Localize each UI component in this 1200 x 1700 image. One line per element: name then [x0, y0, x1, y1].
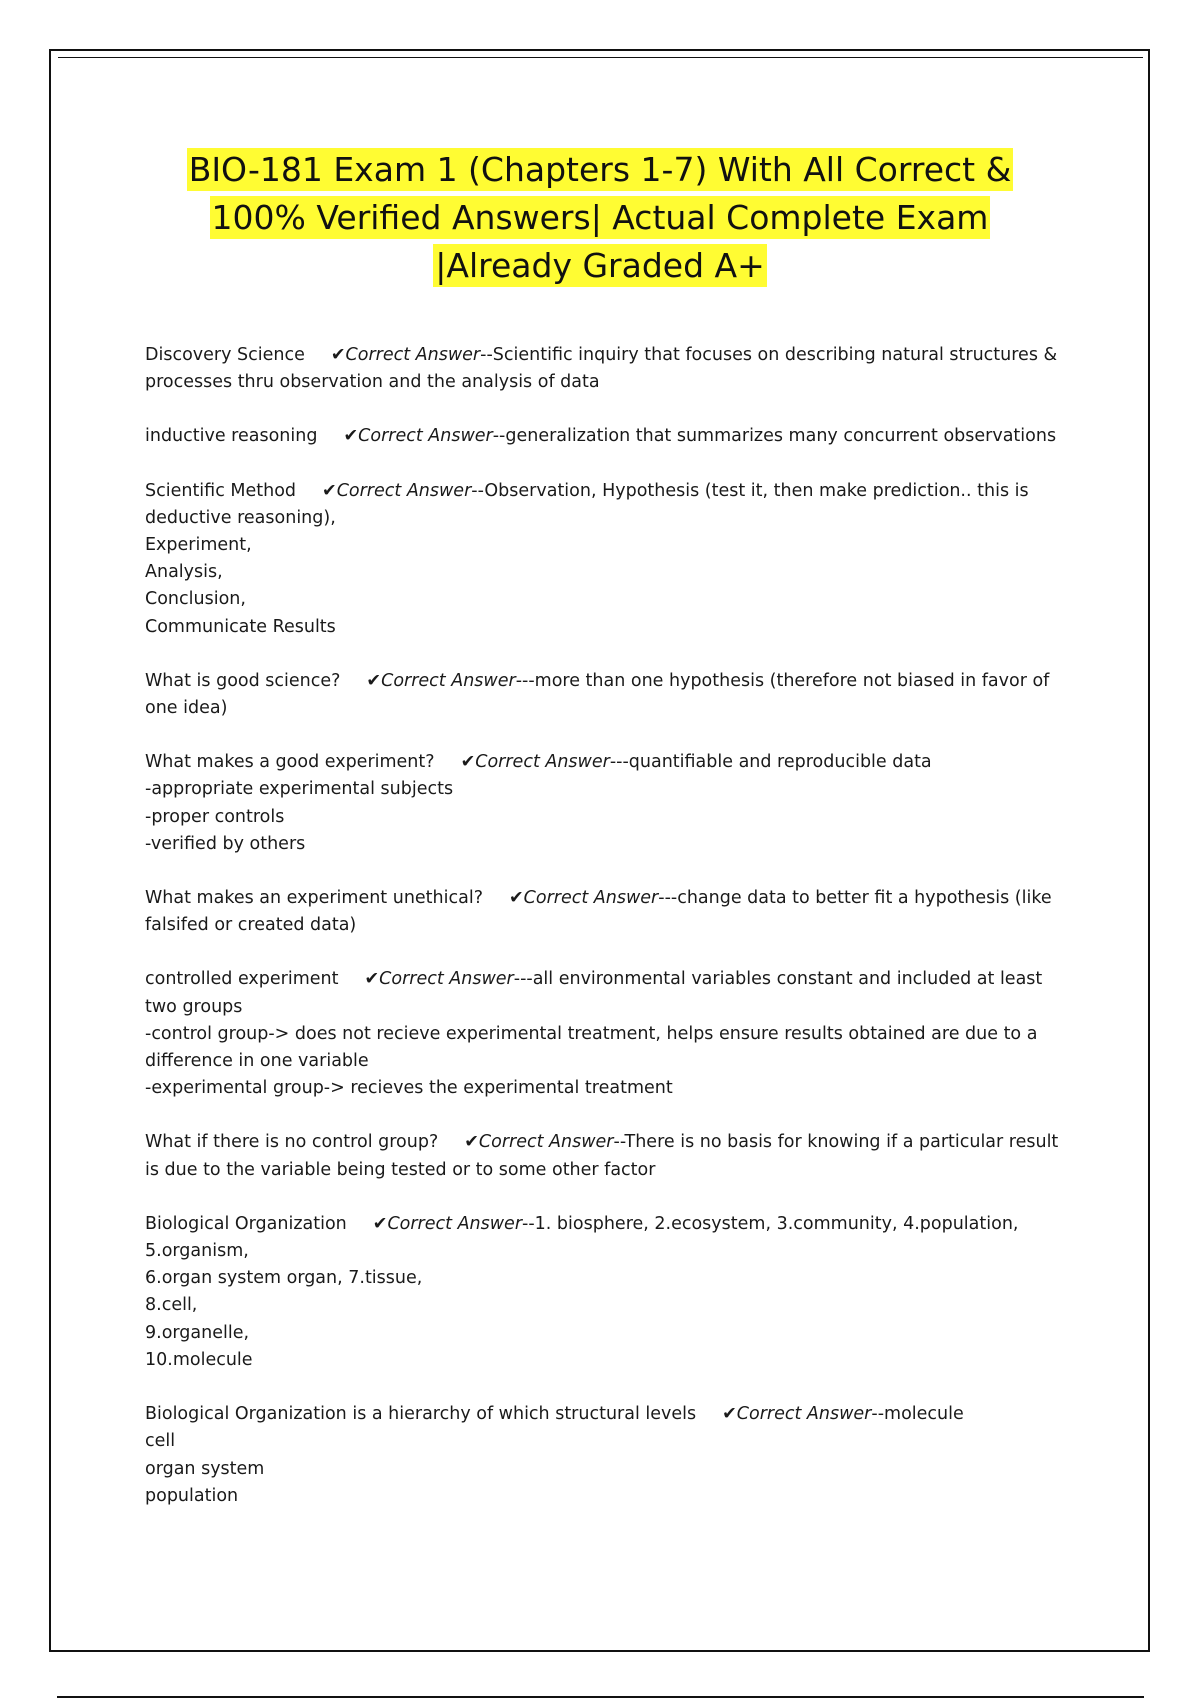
qa-answer: more than one hypothesis (therefore not biased in favor of one idea) [145, 670, 1050, 719]
qa-term: What makes a good experiment? [145, 752, 435, 773]
qa-item-3 [145, 478, 1065, 641]
qa-answer: There is no basis for knowing if a particular result is due to the variable being tested or to some other factor [145, 1132, 1059, 1180]
qa-term: Biological Organization [145, 1213, 347, 1234]
qa-item-4 [145, 668, 1065, 722]
top-rule [58, 57, 1143, 58]
correct-answer-label: Correct Answer [387, 1213, 523, 1234]
qa-answer: 1. biosphere, 2.ecosystem, 3.community, 4.population, 5.organism, 6.organ system organ, 7.tissue, 8.cell, 9.organelle, 10.molecule [145, 1213, 1019, 1370]
qa-separator: -- [492, 426, 506, 447]
check-icon: ✔ [372, 1213, 388, 1234]
qa-item-5 [145, 749, 1065, 858]
qa-separator: --- [658, 888, 678, 909]
qa-item-9 [145, 1211, 1065, 1374]
qa-term: inductive reasoning [145, 426, 318, 447]
document-title [140, 146, 1060, 290]
bottom-rule [57, 1696, 1144, 1698]
qa-separator: -- [613, 1132, 625, 1153]
qa-term: What if there is no control group? [145, 1132, 439, 1153]
correct-answer-label: Correct Answer [379, 969, 514, 990]
correct-answer-label: Correct Answer [475, 752, 610, 773]
correct-answer-label: Correct Answer [523, 888, 659, 909]
check-icon: ✔ [322, 480, 337, 501]
check-icon: ✔ [464, 1132, 479, 1153]
qa-separator: -- [871, 1404, 885, 1425]
correct-answer-label: Correct Answer [736, 1404, 872, 1425]
qa-separator: --- [609, 752, 629, 773]
qa-separator: -- [522, 1213, 535, 1234]
qa-answer: change data to better fit a hypothesis (like falsifed or created data) [145, 888, 1052, 936]
qa-separator: --- [513, 969, 533, 990]
check-icon: ✔ [460, 752, 476, 773]
correct-answer-label: Correct Answer [381, 670, 516, 691]
qa-answer: generalization that summarizes many concurrent observations [505, 426, 1057, 447]
qa-separator: -- [471, 480, 485, 501]
check-icon: ✔ [364, 969, 380, 990]
qa-term: Discovery Science [145, 345, 305, 365]
qa-item-1 [145, 342, 1065, 396]
qa-separator: --- [515, 670, 535, 691]
qa-item-2 [145, 423, 1065, 450]
qa-term: What is good science? [145, 670, 341, 691]
check-icon: ✔ [343, 426, 359, 447]
qa-separator: -- [480, 345, 493, 365]
qa-item-10 [145, 1401, 1065, 1510]
qa-answer: Observation, Hypothesis (test it, then make prediction.. this is deductive reasoning), Experiment, Analysis, Conclusion, Communicate Results [145, 480, 1029, 637]
qa-answer: quantifiable and reproducible data -appropriate experimental subjects -proper controls -verified by others [145, 752, 932, 854]
qa-list [145, 342, 1065, 1537]
qa-term: What makes an experiment unethical? [145, 888, 483, 909]
title-highlight: BIO-181 Exam 1 (Chapters 1-7) With All Correct & 100% Verified Answers| Actual Complete Exam |Already Graded A+ [188, 150, 1012, 285]
check-icon: ✔ [366, 670, 382, 691]
qa-answer: all environmental variables constant and included at least two groups -control group-> does not recieve experimental treatment, helps ensure results obtained are due to a difference in one variable -experimental group-> recieves the experimental treatment [145, 969, 1043, 1099]
correct-answer-label: Correct Answer [358, 426, 493, 447]
check-icon: ✔ [722, 1404, 737, 1425]
check-icon: ✔ [509, 888, 524, 909]
qa-answer: molecule cell organ system population [145, 1404, 964, 1506]
correct-answer-label: Correct Answer [336, 480, 472, 501]
check-icon: ✔ [330, 345, 346, 365]
qa-item-8 [145, 1129, 1065, 1183]
qa-term: Biological Organization is a hierarchy of which structural levels [145, 1404, 697, 1425]
qa-item-7 [145, 966, 1065, 1102]
qa-term: controlled experiment [145, 969, 339, 990]
qa-answer: Scientific inquiry that focuses on describing natural structures & processes thru observation and the analysis of data [145, 345, 1058, 393]
correct-answer-label: Correct Answer [345, 345, 481, 365]
correct-answer-label: Correct Answer [478, 1132, 614, 1153]
qa-item-6 [145, 885, 1065, 939]
qa-term: Scientific Method [145, 480, 297, 501]
